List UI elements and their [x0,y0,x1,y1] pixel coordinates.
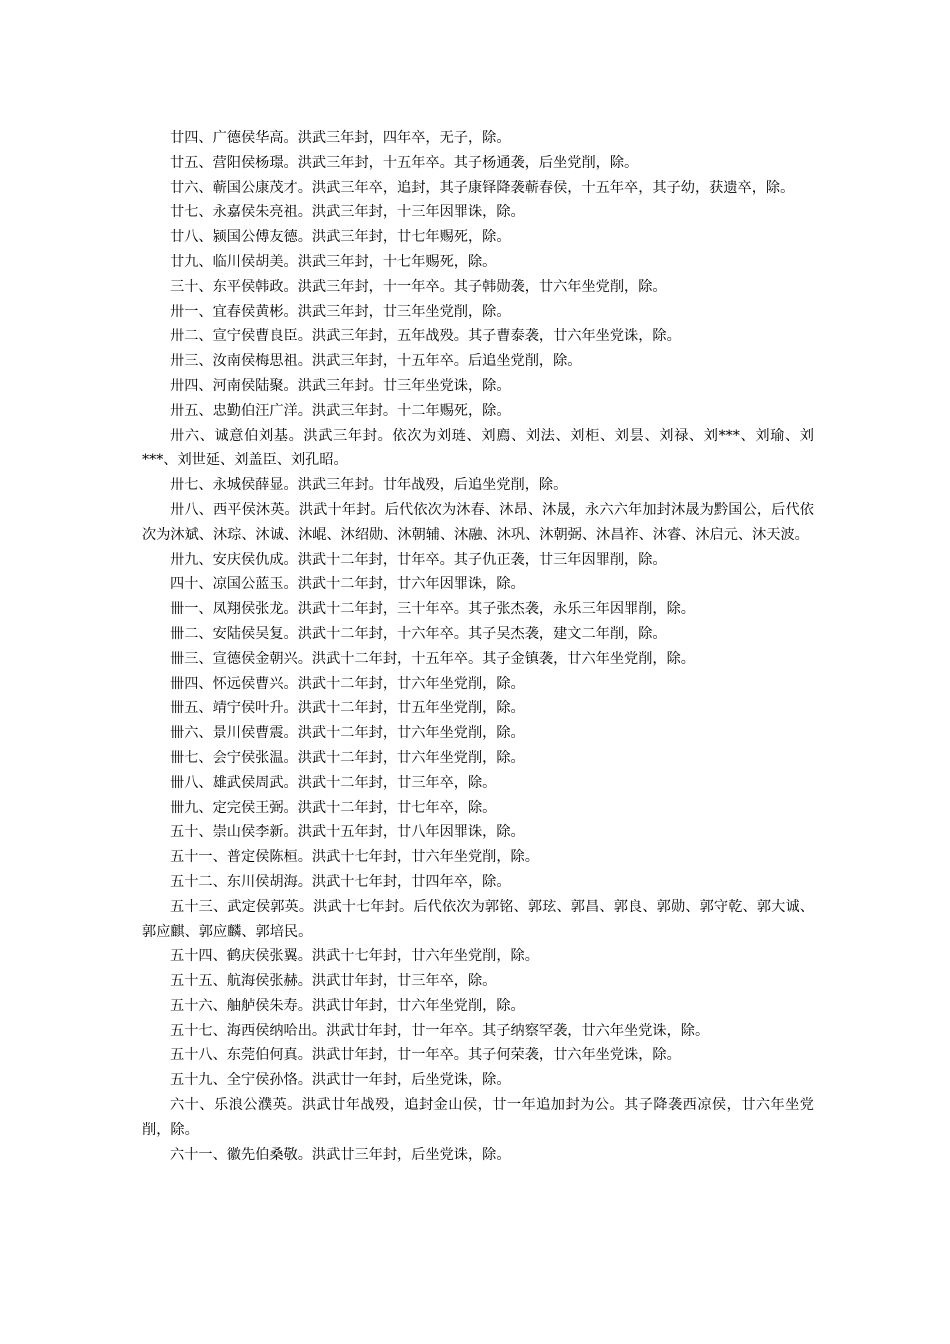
entry-36: 卅六、诚意伯刘基。洪武三年封。依次为刘琏、刘廌、刘法、刘柜、刘昙、刘禄、刘***、刘瑜、刘***、刘世延、刘盖臣、刘孔昭。 [142,427,814,469]
entry-49: 卌九、定完侯王弼。洪武十二年封，廿七年卒，除。 [170,799,497,816]
entry-46: 卌六、景川侯曹震。洪武十二年封，廿六年坐党削，除。 [170,725,525,742]
entry-44: 卌四、怀远侯曹兴。洪武十二年封，廿六年坐党削，除。 [170,675,525,692]
entry-43: 卌三、宣德侯金朝兴。洪武十二年封，十五年卒。其子金镇袭，廿六年坐党削，除。 [170,650,695,667]
entry-59: 五十九、全宁侯孙恪。洪武廿一年封，后坐党诛，除。 [170,1072,511,1089]
entry-61: 六十一、徽先伯桑敬。洪武廿三年封，后坐党诛，除。 [170,1146,511,1163]
entry-30: 三十、东平侯韩政。洪武三年封，十一年卒。其子韩勋袭，廿六年坐党削，除。 [170,278,667,295]
entry-40: 四十、凉国公蓝玉。洪武十二年封，廿六年因罪诛，除。 [170,576,525,593]
entry-56: 五十六、舳舻侯朱寿。洪武廿年封，廿六年坐党削，除。 [170,997,525,1014]
entry-51: 五十一、普定侯陈桓。洪武十七年封，廿六年坐党削，除。 [170,849,539,866]
document-body [142,126,814,1167]
entry-34: 卅四、河南侯陆聚。洪武三年封。廿三年坐党诛，除。 [170,377,511,394]
entry-27: 廿七、永嘉侯朱亮祖。洪武三年封，十三年因罪诛，除。 [170,204,525,221]
entry-33: 卅三、汝南侯梅思祖。洪武三年封，十五年卒。后追坐党削，除。 [170,353,582,370]
entry-41: 卌一、凤翔侯张龙。洪武十二年封，三十年卒。其子张杰袭，永乐三年因罪削，除。 [170,601,695,618]
entry-31: 卅一、宜春侯黄彬。洪武三年封，廿三年坐党削，除。 [170,303,511,320]
entry-58: 五十八、东莞伯何真。洪武廿年封，廿一年卒。其子何荣袭，廿六年坐党诛，除。 [170,1047,681,1064]
entry-45: 卌五、靖宁侯叶升。洪武十二年封，廿五年坐党削，除。 [170,700,525,717]
entry-24: 廿四、广德侯华高。洪武三年封，四年卒，无子，除。 [170,130,511,146]
entry-25: 廿五、营阳侯杨璟。洪武三年封，十五年卒。其子杨通袭，后坐党削，除。 [170,154,639,171]
entry-50: 五十、崇山侯李新。洪武十五年封，廿八年因罪诛，除。 [170,824,525,841]
entry-47: 卌七、会宁侯张温。洪武十二年封，廿六年坐党削，除。 [170,749,525,766]
entry-32: 卅二、宣宁侯曹良臣。洪武三年封，五年战殁。其子曹泰袭，廿六年坐党诛，除。 [170,328,681,345]
entry-60: 六十、乐浪公濮英。洪武廿年战殁，追封金山侯，廿一年追加封为公。其子降袭西凉侯，廿六年坐党削，除。 [142,1097,814,1138]
entry-29: 廿九、临川侯胡美。洪武三年封，十七年赐死，除。 [170,253,497,270]
entry-37: 卅七、永城侯薛显。洪武三年封。廿年战殁，后追坐党削，除。 [170,477,568,494]
entry-54: 五十四、鹤庆侯张翼。洪武十七年封，廿六年坐党削，除。 [170,948,539,965]
entry-26: 廿六、蕲国公康茂才。洪武三年卒，追封，其子康铎降袭蕲春侯，十五年卒，其子幼，获遗卒，除。 [170,179,795,196]
entry-53: 五十三、武定侯郭英。洪武十七年封。后代依次为郭铭、郭玹、郭昌、郭良、郭勋、郭守乾、郭大诚、郭应麒、郭应麟、郭培民。 [142,898,814,940]
entry-39: 卅九、安庆侯仇成。洪武十二年封，廿年卒。其子仇正袭，廿三年因罪削，除。 [170,551,667,568]
entry-38: 卅八、西平侯沐英。洪武十年封。后代依次为沐春、沐昂、沐晟，永六六年加封沐晟为黔国公，后代依次为沐斌、沐琮、沐诚、沐崐、沐绍勋、沐朝辅、沐融、沐巩、沐朝弼、沐昌祚、沐睿、沐启元、沐天波。 [142,501,814,543]
entry-42: 卌二、安陆侯吴复。洪武十二年封，十六年卒。其子吴杰袭，建文二年削，除。 [170,625,667,642]
entry-52: 五十二、东川侯胡海。洪武十七年封，廿四年卒，除。 [170,873,511,890]
entry-48: 卌八、雄武侯周武。洪武十二年封，廿三年卒，除。 [170,774,497,791]
entry-35: 卅五、忠勤伯汪广洋。洪武三年封。十二年赐死，除。 [170,402,511,419]
entry-28: 廿八、颍国公傅友德。洪武三年封，廿七年赐死，除。 [170,229,511,246]
entry-57: 五十七、海西侯纳哈出。洪武廿年封，廿一年卒。其子纳察罕袭，廿六年坐党诛，除。 [170,1022,710,1039]
entry-55: 五十五、航海侯张赫。洪武廿年封，廿三年卒，除。 [170,973,497,990]
